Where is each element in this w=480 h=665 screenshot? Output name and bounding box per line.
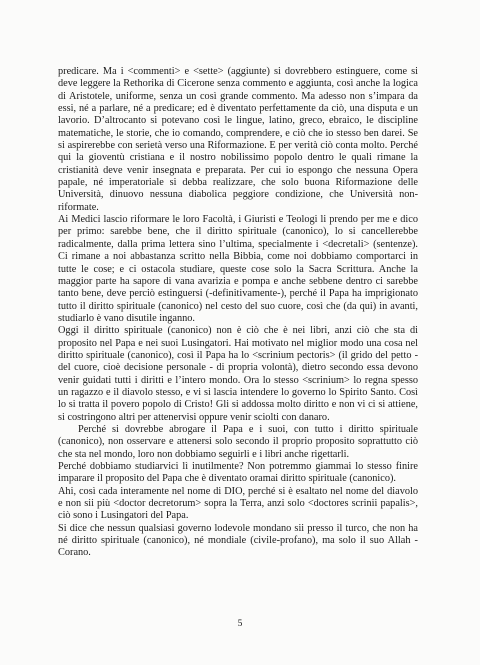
body-text	[58, 66, 418, 560]
paragraph: predicare. Ma i <commenti> e <sette> (aggiunte) si dovrebbero estinguere, come si deve leggere la Rethorika di Cicerone senza commento e aggiunta, così anche la logica di Aristotele, uniforme, senza un così grande commento. Ma adesso non s’impara da essi, né a parlare, né a predicare; ed è diventato perfettamente da ciò, una disputa e un lavorio. D’altrocanto si potevano così le lingue, latino, greco, ebraico, le discipline matematiche, le storie, che io comando, comprendere, e ciò che io stesso ben darei. Se si aspirerebbe con serietà verso una Riformazione. E per verità ciò conta molto. Perché qui la gioventù cristiana e il nostro nobilissimo popolo dentro le quali rimane la cristianità deve venir insegnata e preparata. Per cui io espongo che nessuna Opera papale, né imperatoriale si debba realizzare, che solo buona Riformazione delle Università, dinuovo nessuna diabolica peggiore condizione, che Università non-riformate.	[58, 66, 418, 213]
paragraph: Perché si dovrebbe abrogare il Papa e i suoi, con tutto i diritto spirituale (canonico), non osservare e attenersi solo secondo il proprio proposito soprattutto ciò che sta nel mondo, loro non dobbiamo seguirli e i libri anche rigettarli.	[58, 423, 418, 460]
paragraph: Ahi, così cada interamente nel nome di DIO, perché si è esaltato nel nome del diavolo e non sii più <doctor decretorum> sopra la Terra, anzi solo <doctores scrinii papalis>, ciò sono i Lusingatori del Papa.	[58, 485, 418, 522]
paragraph: Ai Medici lascio riformare le loro Facoltà, i Giuristi e Teologi li prendo per me e dico per primo: sarebbe bene, che il diritto spirituale (canonico), lo si cancellerebbe radicalmente, dalla prima lettera sino l’ultima, specialmente i <decretali> (sentenze). Ci rimane a noi abbastanza scritto nella Bibbia, come noi dobbiamo comportarci in tutte le cose; e ci ostacola studiare, queste cose solo la Sacra Scrittura. Anche la maggior parte ha sapore di vana avarizia e pompa e anche sebbene dentro ci sarebbe tanto bene, deve perciò estinguersi (-definitivamente-), perché il Papa ha imprigionato tutto il diritto spirituale (canonico) nel cesto del suo cuore, così che (da qui) in avanti, studiarlo è vano disutile inganno.	[58, 214, 418, 324]
page-number: 5	[237, 619, 243, 629]
paragraph: Si dice che nessun qualsiasi governo lodevole mondano sii presso il turco, che non ha né diritto spirituale (canonico), né mondiale (civile-profano), ma solo il suo Allah - Corano.	[58, 522, 418, 559]
paragraph: Oggi il diritto spirituale (canonico) non è ciò che è nei libri, anzi ciò che sta di proposito nel Papa e nei suoi Lusingatori. Hai motivato nel miglior modo una cosa nel diritto spirituale (canonico), così il Papa ha lo <scrinium pectoris> (il grido del petto - del cuore, cioè decisione personale - di propria volontà), dietro secondo essa devono venir guidati tutti i diritti e l’intero mondo. Ora lo stesso <scrinium> lo regna spesso un ragazzo e il diavolo stesso, e vi si lascia intendere lo governo lo Spirito Santo. Così lo si tratta il povero popolo di Cristo! Gli si addossa molto diritto e non vi ci si attiene, si costringono altri per attenervisi oppure venir sciolti con danaro.	[58, 325, 418, 423]
paragraph: Perché dobbiamo studiarvici lì inutilmente? Non potremmo giammai lo stesso finire imparare il proposito del Papa che è diventato oramai diritto spirituale (canonico).	[58, 461, 418, 485]
